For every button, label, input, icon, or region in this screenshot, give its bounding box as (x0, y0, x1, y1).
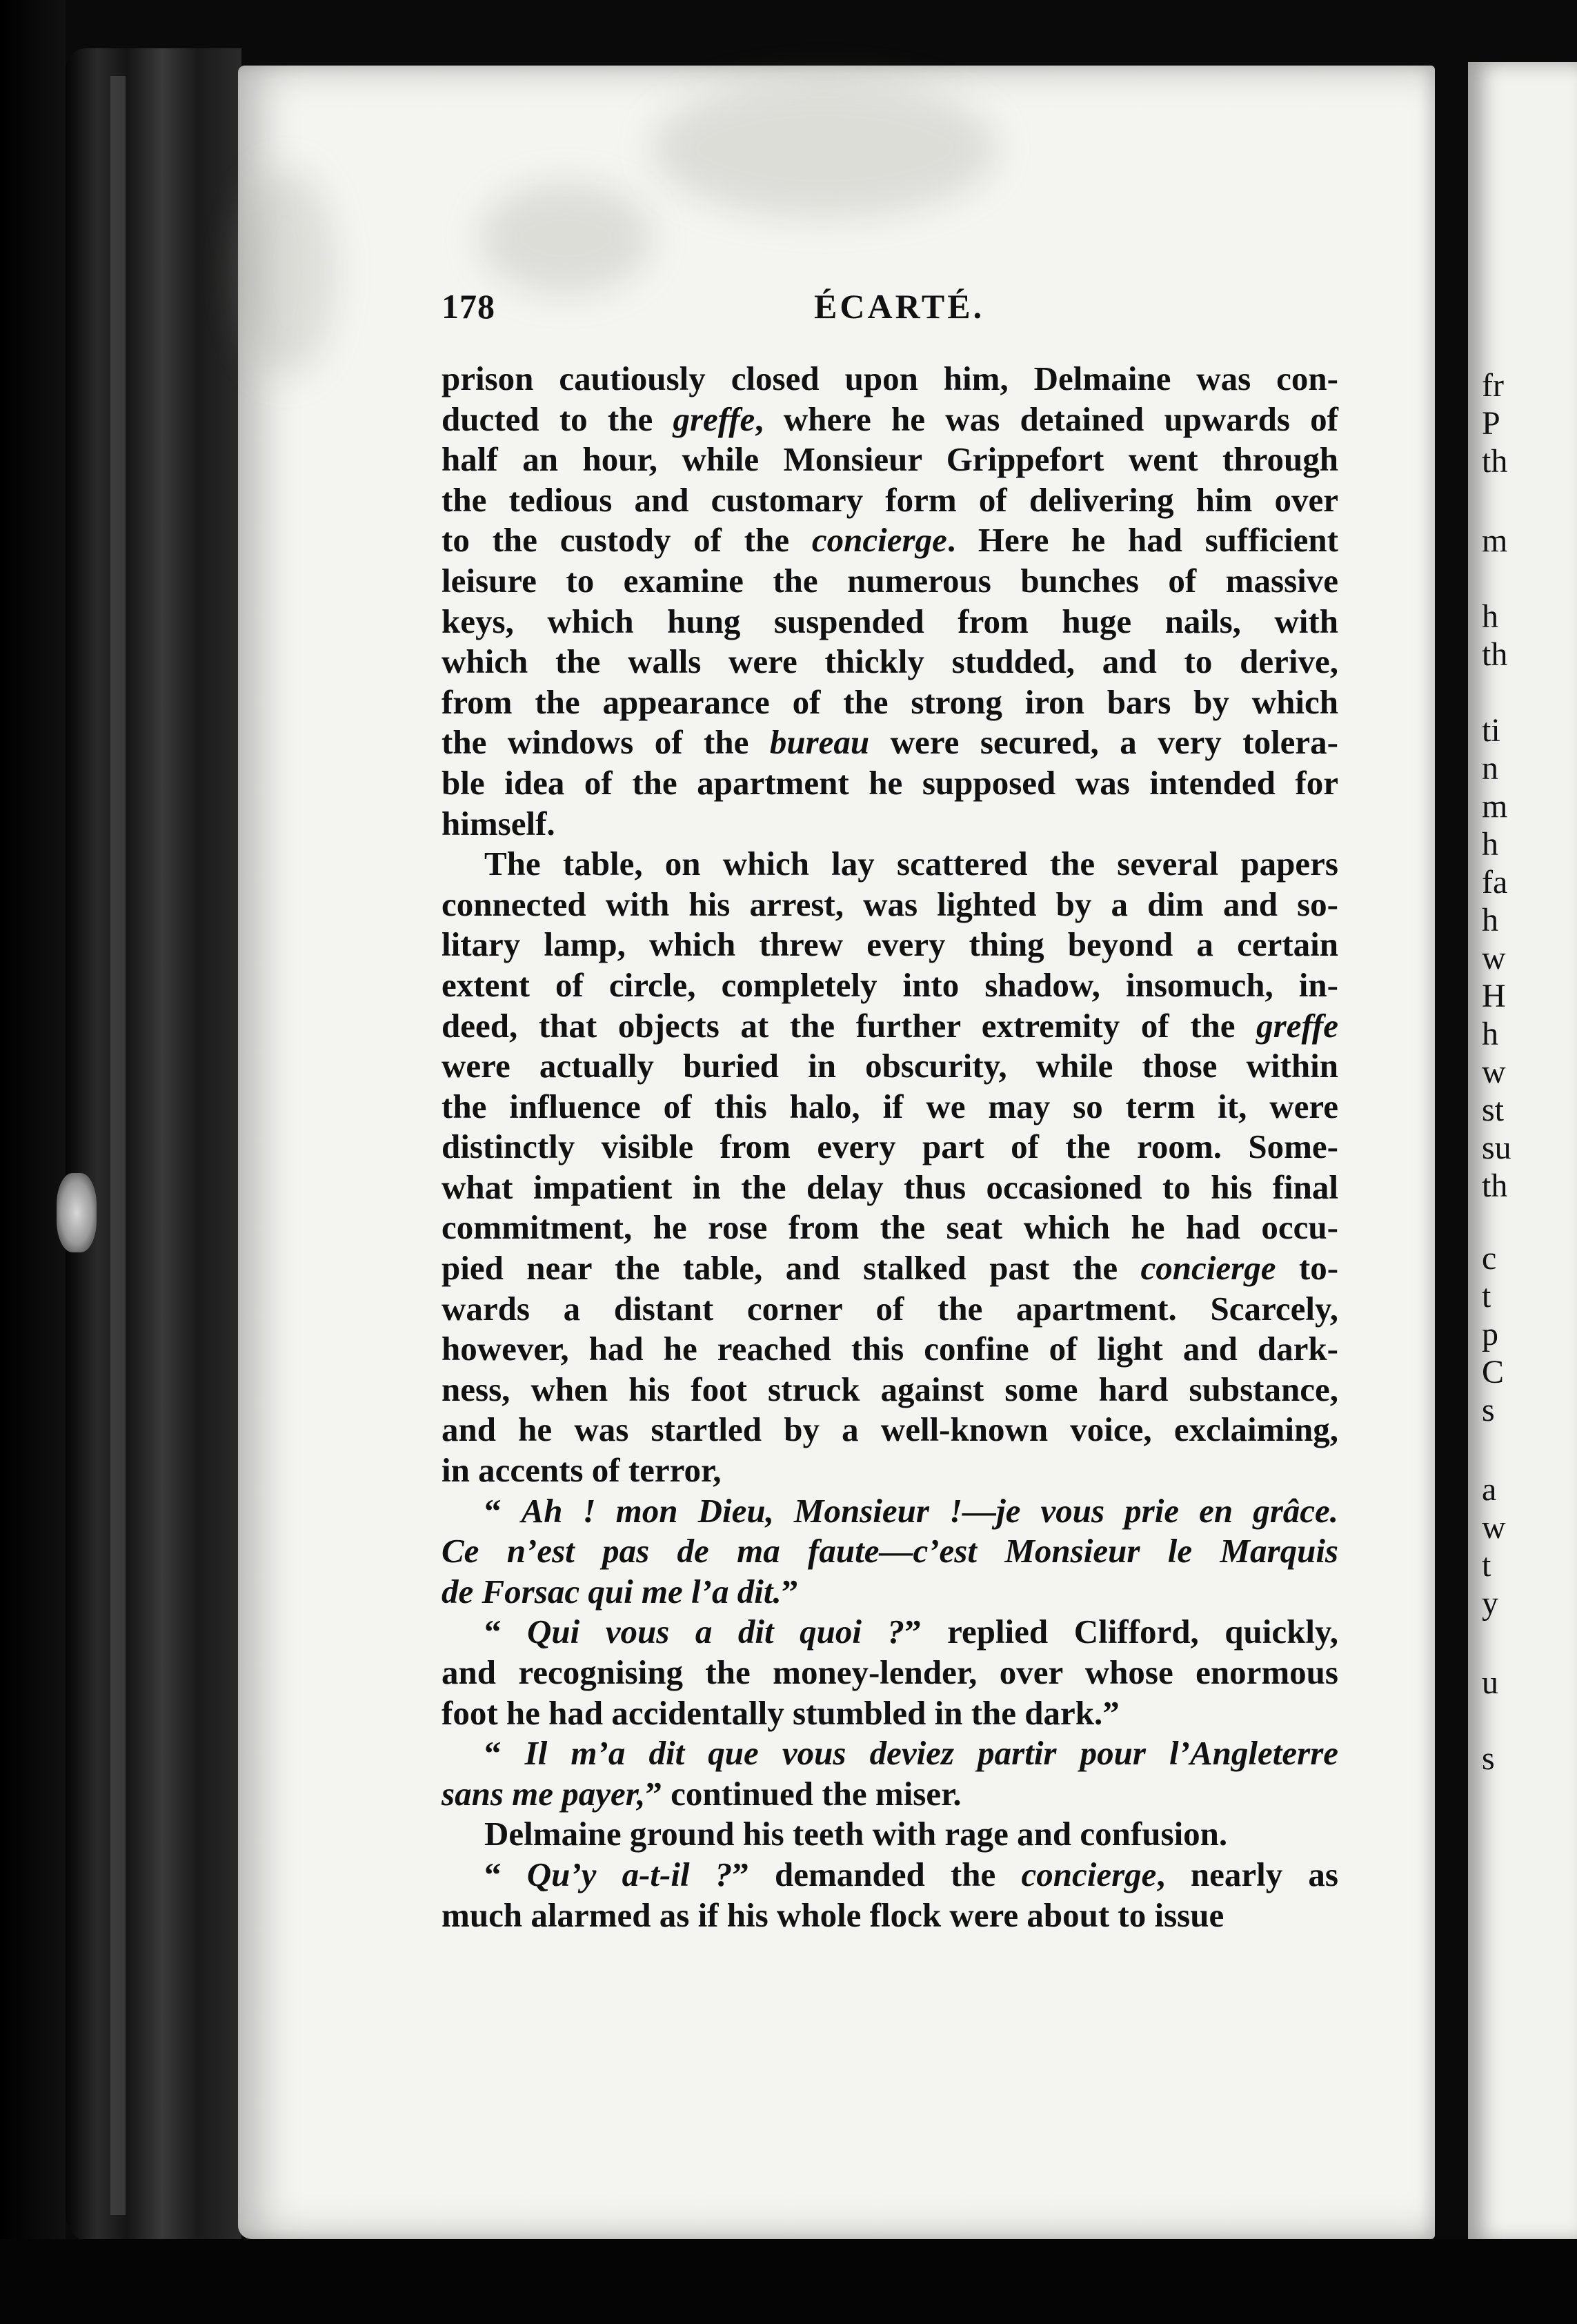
text-line: commitment, he rose from the seat which he had occu- (442, 1208, 1338, 1247)
facing-page-fragment: h (1482, 598, 1498, 635)
facing-page-fragment: H (1482, 978, 1506, 1014)
text-line: deed, that objects at the further extremity of the greffe (442, 1006, 1338, 1045)
facing-page-fragment: m (1482, 522, 1508, 559)
facing-page-fragment: su (1482, 1130, 1511, 1166)
text-line: ble idea of the apartment he supposed was intended for (442, 763, 1338, 802)
text-line: sans me payer,” continued the miser. (442, 1774, 962, 1813)
text-line: himself. (442, 804, 555, 843)
facing-page-fragment: n (1482, 750, 1498, 787)
facing-page-fragment: C (1482, 1354, 1505, 1390)
text-line: distinctly visible from every part of the room. Some- (442, 1127, 1338, 1166)
facing-page-fragment: h (1482, 902, 1498, 938)
text-line: pied near the table, and stalked past the concierge to- (442, 1249, 1339, 1288)
text-line: extent of circle, completely into shadow, insomuch, in- (442, 965, 1338, 1004)
text-line: wards a distant corner of the apartment. Scarcely, (442, 1289, 1338, 1328)
facing-page-fragment: t (1482, 1547, 1491, 1584)
scan-background-left (0, 0, 66, 2324)
body-text (442, 359, 1338, 1936)
text-line: the windows of the bureau were secured, a very tolera- (442, 723, 1338, 762)
facing-page-fragment: h (1482, 826, 1498, 863)
book-spine (66, 48, 241, 2243)
text-line: were actually buried in obscurity, while those within (442, 1047, 1338, 1085)
page-smudge (479, 183, 652, 293)
text-line: half an hour, while Monsieur Grippefort went through (442, 440, 1338, 479)
facing-page-fragment: w (1482, 1509, 1506, 1546)
facing-page-fragment: p (1482, 1316, 1498, 1352)
running-head: ÉCARTÉ. (814, 287, 985, 326)
facing-page-fragment: a (1482, 1471, 1497, 1508)
spine-stripe (110, 76, 126, 2215)
text-line: “ Qui vous a dit quoi ?” replied Clifford, quickly, (484, 1613, 1338, 1651)
facing-page-fragment: th (1482, 1168, 1508, 1204)
page-smudge (652, 79, 997, 217)
text-line: “ Il m’a dit que vous deviez partir pour l’Angleterre (484, 1734, 1339, 1773)
text-line: to the custody of the concierge. Here he had sufficient (442, 521, 1338, 560)
facing-page-fragment: y (1482, 1585, 1498, 1622)
text-line: litary lamp, which threw every thing beyond a certain (442, 925, 1338, 964)
facing-page-fragment: m (1482, 788, 1508, 825)
facing-page-fragment: st (1482, 1092, 1505, 1128)
page-header (442, 286, 1338, 328)
facing-page-fragment: ti (1482, 712, 1500, 749)
facing-page-fragment: th (1482, 443, 1508, 480)
text-line: foot he had accidentally stumbled in the dark.” (442, 1693, 1120, 1732)
facing-page-fragment: w (1482, 1054, 1506, 1090)
text-line: the influence of this halo, if we may so term it, were (442, 1087, 1338, 1125)
text-line: Ce n’est pas de ma faute—c’est Monsieur le Marquis (442, 1532, 1338, 1570)
text-line: prison cautiously closed upon him, Delmaine was con- (442, 360, 1338, 397)
text-line: the tedious and customary form of delivering him over (442, 480, 1338, 519)
scan-background-bottom (0, 2239, 1577, 2324)
text-line: de Forsac qui me l’a dit.” (442, 1572, 799, 1611)
facing-page-fragment: t (1482, 1278, 1491, 1314)
facing-page-fragment: u (1482, 1664, 1498, 1701)
facing-page-fragment: h (1482, 1016, 1498, 1052)
page-smudge (238, 169, 335, 376)
facing-page-edge (1468, 62, 1577, 2243)
page-number: 178 (442, 287, 495, 326)
facing-page-fragment: c (1482, 1240, 1497, 1277)
text-line: much alarmed as if his whole flock were about to issue (442, 1895, 1224, 1934)
text-line: ness, when his foot struck against some hard substance, (442, 1370, 1338, 1408)
spine-stain (57, 1173, 97, 1252)
facing-page-fragment: P (1482, 405, 1500, 442)
facing-page-fragment: fa (1482, 864, 1508, 900)
text-line: however, had he reached this confine of light and dark- (442, 1330, 1338, 1368)
text-line: ducted to the greffe, where he was detained upwards of (442, 400, 1338, 438)
text-line: which the walls were thickly studded, and to derive, (442, 642, 1338, 681)
text-line: Delmaine ground his teeth with rage and confusion. (484, 1815, 1228, 1853)
facing-page-fragment: w (1482, 940, 1506, 976)
facing-page-fragment: s (1482, 1740, 1495, 1777)
text-line: from the appearance of the strong iron bars by which (442, 682, 1338, 721)
text-line: and recognising the money-lender, over whose enormous (442, 1653, 1338, 1691)
text-line: keys, which hung suspended from huge nails, with (442, 602, 1338, 640)
text-line: “ Ah ! mon Dieu, Monsieur !—je vous prie en grâce. (484, 1491, 1339, 1530)
facing-page-fragment: s (1482, 1392, 1495, 1428)
text-line: and he was startled by a well-known voice, exclaiming, (442, 1410, 1338, 1449)
facing-page-fragment: th (1482, 636, 1508, 673)
text-line: The table, on which lay scattered the several papers (484, 845, 1338, 883)
text-line: “ Qu’y a-t-il ?” demanded the concierge, nearly as (484, 1855, 1339, 1893)
text-line: connected with his arrest, was lighted by a dim and so- (442, 885, 1338, 923)
text-line: in accents of terror, (442, 1451, 722, 1490)
text-line: what impatient in the delay thus occasioned to his final (442, 1168, 1338, 1206)
facing-page-fragment: fr (1482, 367, 1504, 404)
text-line: leisure to examine the numerous bunches of massive (442, 561, 1338, 600)
